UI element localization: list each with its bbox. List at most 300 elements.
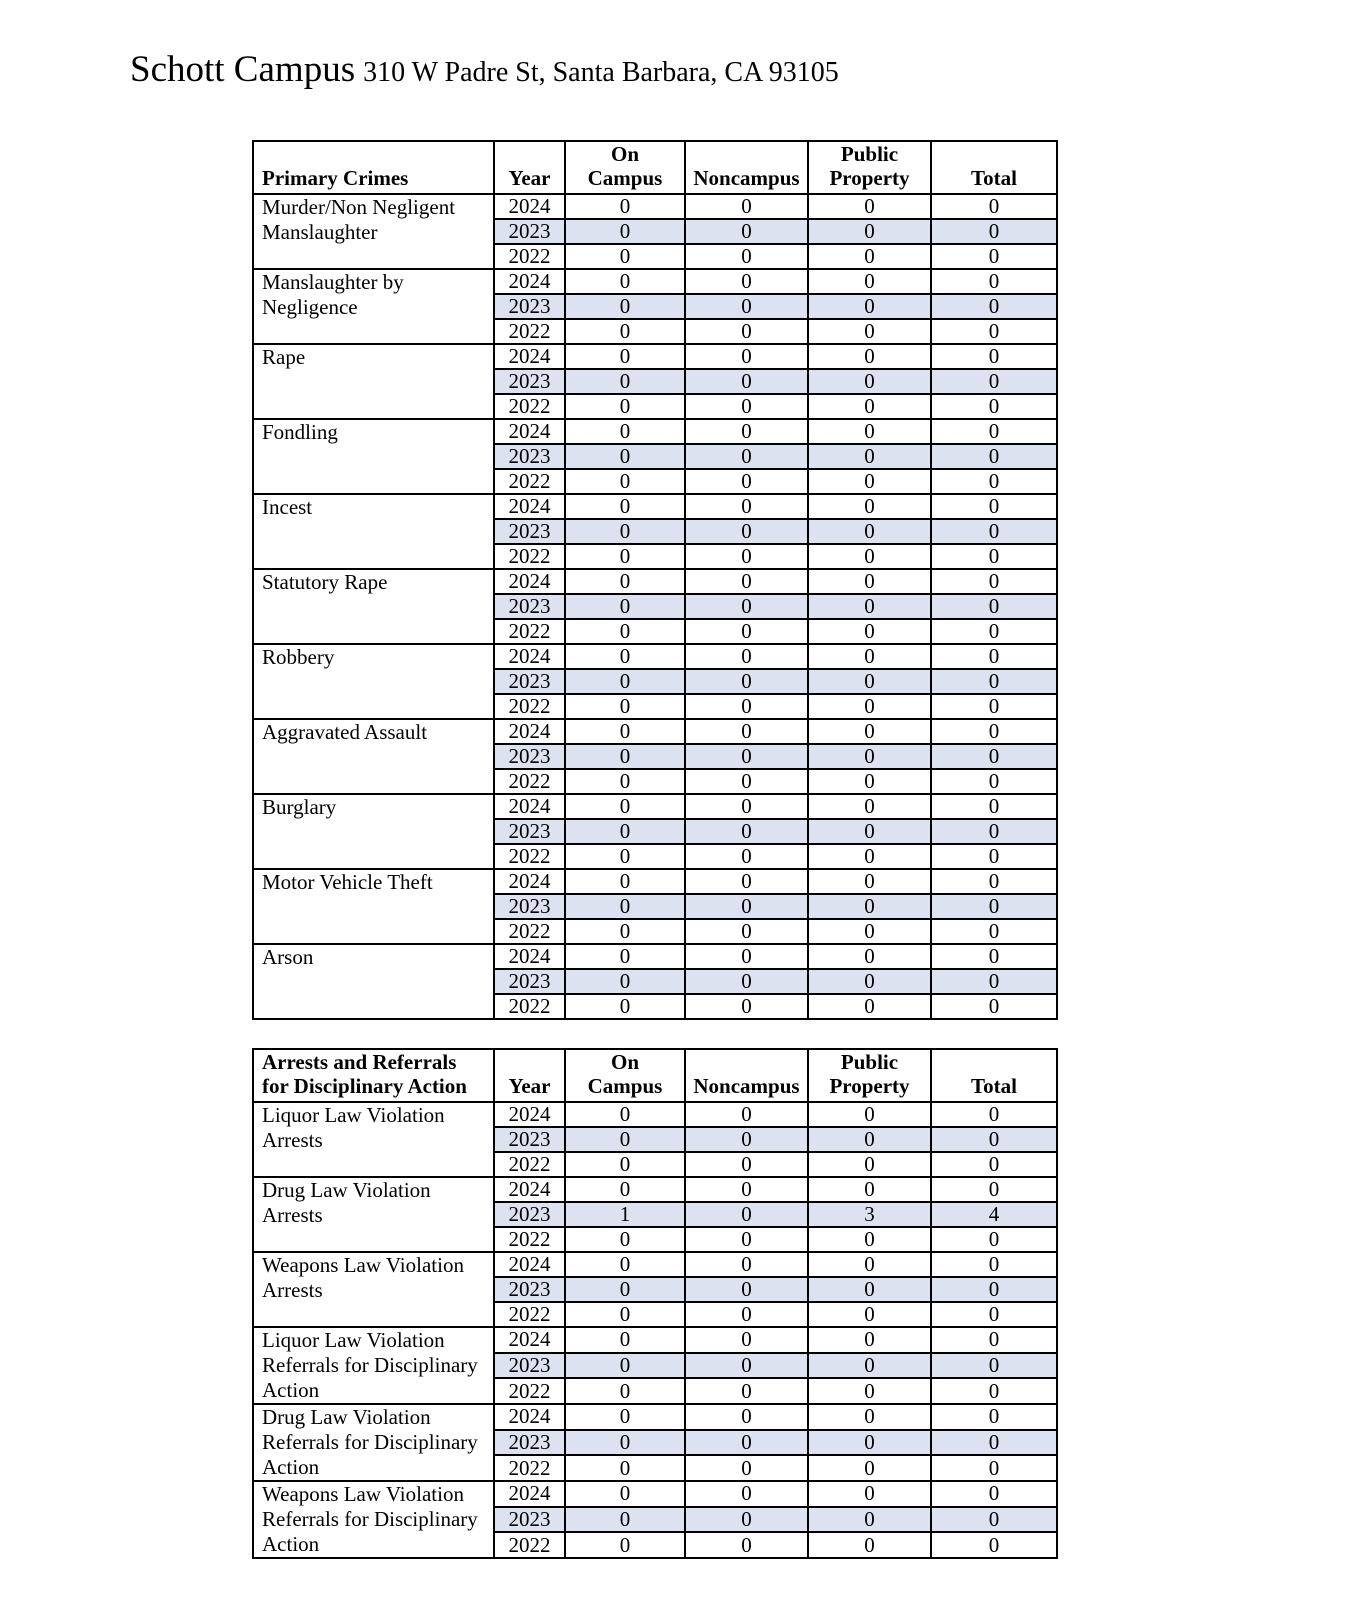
value-cell: 0	[565, 294, 685, 319]
year-cell: 2022	[494, 1227, 565, 1252]
value-cell: 0	[685, 1227, 808, 1252]
column-header-noncampus: Noncampus	[685, 1049, 808, 1102]
value-cell: 0	[931, 319, 1057, 344]
value-cell: 0	[931, 1404, 1057, 1430]
value-cell: 0	[931, 1227, 1057, 1252]
value-cell: 0	[685, 1302, 808, 1327]
value-cell: 0	[565, 644, 685, 669]
value-cell: 0	[808, 569, 931, 594]
value-cell: 0	[931, 1353, 1057, 1379]
year-cell: 2022	[494, 1152, 565, 1177]
value-cell: 0	[565, 319, 685, 344]
value-cell: 0	[931, 1152, 1057, 1177]
year-cell: 2022	[494, 1455, 565, 1481]
year-cell: 2022	[494, 694, 565, 719]
data-row	[253, 1102, 1057, 1127]
year-cell: 2022	[494, 469, 565, 494]
column-header-on-campus: On Campus	[565, 141, 685, 194]
value-cell: 0	[808, 694, 931, 719]
value-cell: 0	[685, 544, 808, 569]
value-cell: 0	[565, 1252, 685, 1277]
value-cell: 0	[808, 1353, 931, 1379]
value-cell: 0	[565, 1227, 685, 1252]
value-cell: 0	[565, 394, 685, 419]
value-cell: 0	[565, 269, 685, 294]
value-cell: 0	[565, 994, 685, 1019]
year-cell: 2024	[494, 1481, 565, 1507]
year-cell: 2022	[494, 919, 565, 944]
value-cell: 0	[685, 619, 808, 644]
value-cell: 0	[931, 869, 1057, 894]
value-cell: 0	[685, 1277, 808, 1302]
value-cell: 0	[565, 819, 685, 844]
value-cell: 0	[808, 344, 931, 369]
value-cell: 0	[931, 744, 1057, 769]
value-cell: 0	[808, 844, 931, 869]
value-cell: 0	[565, 1327, 685, 1353]
value-cell: 0	[931, 1481, 1057, 1507]
data-row	[253, 794, 1057, 819]
year-cell: 2022	[494, 544, 565, 569]
value-cell: 0	[565, 494, 685, 519]
data-row	[253, 869, 1057, 894]
value-cell: 0	[808, 1302, 931, 1327]
value-cell: 0	[808, 1177, 931, 1202]
year-cell: 2023	[494, 1353, 565, 1379]
value-cell: 0	[931, 1102, 1057, 1127]
year-cell: 2022	[494, 1378, 565, 1404]
value-cell: 0	[565, 444, 685, 469]
value-cell: 0	[931, 369, 1057, 394]
value-cell: 0	[685, 494, 808, 519]
value-cell: 0	[685, 994, 808, 1019]
value-cell: 0	[685, 344, 808, 369]
value-cell: 0	[931, 219, 1057, 244]
value-cell: 0	[808, 544, 931, 569]
year-cell: 2023	[494, 1507, 565, 1533]
value-cell: 0	[931, 1455, 1057, 1481]
value-cell: 0	[565, 1302, 685, 1327]
value-cell: 0	[808, 319, 931, 344]
value-cell: 0	[565, 569, 685, 594]
value-cell: 0	[685, 1252, 808, 1277]
campus-address: 310 W Padre St, Santa Barbara, CA 93105	[363, 57, 839, 88]
value-cell: 0	[808, 944, 931, 969]
value-cell: 0	[931, 944, 1057, 969]
arrests-referrals-header	[253, 1049, 1057, 1102]
year-cell: 2022	[494, 769, 565, 794]
value-cell: 0	[685, 669, 808, 694]
value-cell: 0	[685, 219, 808, 244]
value-cell: 0	[931, 394, 1057, 419]
column-header-total: Total	[931, 1049, 1057, 1102]
value-cell: 0	[685, 194, 808, 219]
data-row	[253, 494, 1057, 519]
value-cell: 0	[685, 1481, 808, 1507]
header-row	[253, 1049, 1057, 1102]
value-cell: 0	[931, 1378, 1057, 1404]
value-cell: 0	[685, 1177, 808, 1202]
category-label-cell: Arson	[253, 944, 494, 1019]
value-cell: 0	[808, 1152, 931, 1177]
arrests-referrals-table	[252, 1048, 1058, 1559]
value-cell: 0	[685, 244, 808, 269]
year-cell: 2023	[494, 1430, 565, 1456]
value-cell: 0	[565, 1353, 685, 1379]
value-cell: 0	[685, 394, 808, 419]
value-cell: 0	[808, 969, 931, 994]
value-cell: 0	[808, 269, 931, 294]
value-cell: 0	[931, 594, 1057, 619]
value-cell: 0	[808, 794, 931, 819]
value-cell: 0	[685, 1152, 808, 1177]
value-cell: 0	[565, 519, 685, 544]
value-cell: 0	[565, 544, 685, 569]
value-cell: 0	[685, 444, 808, 469]
value-cell: 0	[565, 719, 685, 744]
value-cell: 0	[685, 294, 808, 319]
value-cell: 0	[565, 1277, 685, 1302]
year-cell: 2023	[494, 744, 565, 769]
value-cell: 0	[931, 769, 1057, 794]
data-row	[253, 944, 1057, 969]
data-row	[253, 719, 1057, 744]
value-cell: 0	[808, 894, 931, 919]
value-cell: 0	[808, 744, 931, 769]
year-cell: 2022	[494, 619, 565, 644]
value-cell: 0	[565, 944, 685, 969]
value-cell: 0	[808, 644, 931, 669]
value-cell: 0	[808, 1227, 931, 1252]
value-cell: 0	[565, 869, 685, 894]
value-cell: 0	[931, 1507, 1057, 1533]
year-cell: 2024	[494, 1102, 565, 1127]
value-cell: 0	[685, 969, 808, 994]
category-label-cell: Drug Law Violation Arrests	[253, 1177, 494, 1252]
value-cell: 0	[808, 219, 931, 244]
value-cell: 0	[808, 1102, 931, 1127]
value-cell: 0	[931, 1532, 1057, 1558]
value-cell: 0	[808, 1252, 931, 1277]
column-header-year: Year	[494, 141, 565, 194]
value-cell: 0	[931, 294, 1057, 319]
year-cell: 2024	[494, 644, 565, 669]
value-cell: 0	[808, 1455, 931, 1481]
value-cell: 0	[685, 944, 808, 969]
value-cell: 0	[685, 1404, 808, 1430]
value-cell: 0	[808, 1378, 931, 1404]
value-cell: 0	[808, 1532, 931, 1558]
value-cell: 0	[685, 419, 808, 444]
value-cell: 0	[931, 419, 1057, 444]
year-cell: 2022	[494, 844, 565, 869]
data-row	[253, 644, 1057, 669]
value-cell: 0	[565, 694, 685, 719]
value-cell: 0	[565, 1127, 685, 1152]
year-cell: 2024	[494, 1252, 565, 1277]
value-cell: 0	[808, 919, 931, 944]
value-cell: 0	[565, 244, 685, 269]
value-cell: 0	[685, 1532, 808, 1558]
value-cell: 0	[685, 1378, 808, 1404]
column-header-on-campus: On Campus	[565, 1049, 685, 1102]
value-cell: 0	[685, 369, 808, 394]
value-cell: 0	[685, 1102, 808, 1127]
value-cell: 0	[565, 1102, 685, 1127]
value-cell: 0	[685, 319, 808, 344]
year-cell: 2024	[494, 344, 565, 369]
year-cell: 2023	[494, 1202, 565, 1227]
value-cell: 0	[685, 869, 808, 894]
value-cell: 0	[931, 544, 1057, 569]
value-cell: 0	[565, 1455, 685, 1481]
value-cell: 0	[808, 1507, 931, 1533]
column-header-public-property: Public Property	[808, 141, 931, 194]
value-cell: 0	[565, 794, 685, 819]
category-label-cell: Drug Law Violation Referrals for Disciplinary Action	[253, 1404, 494, 1481]
year-cell: 2023	[494, 219, 565, 244]
year-cell: 2023	[494, 819, 565, 844]
year-cell: 2024	[494, 1327, 565, 1353]
value-cell: 0	[565, 669, 685, 694]
year-cell: 2024	[494, 719, 565, 744]
value-cell: 0	[685, 794, 808, 819]
value-cell: 0	[931, 494, 1057, 519]
data-row	[253, 194, 1057, 219]
value-cell: 0	[931, 619, 1057, 644]
year-cell: 2022	[494, 394, 565, 419]
year-cell: 2023	[494, 669, 565, 694]
year-cell: 2024	[494, 569, 565, 594]
value-cell: 0	[565, 844, 685, 869]
value-cell: 0	[808, 594, 931, 619]
year-cell: 2022	[494, 319, 565, 344]
value-cell: 4	[931, 1202, 1057, 1227]
year-cell: 2022	[494, 994, 565, 1019]
value-cell: 0	[931, 719, 1057, 744]
value-cell: 0	[685, 719, 808, 744]
value-cell: 0	[931, 919, 1057, 944]
data-row	[253, 1481, 1057, 1507]
value-cell: 0	[685, 1202, 808, 1227]
value-cell: 0	[931, 344, 1057, 369]
value-cell: 0	[808, 1404, 931, 1430]
value-cell: 0	[565, 894, 685, 919]
category-label-cell: Incest	[253, 494, 494, 569]
value-cell: 0	[565, 1177, 685, 1202]
value-cell: 0	[808, 669, 931, 694]
value-cell: 0	[565, 469, 685, 494]
value-cell: 0	[685, 1127, 808, 1152]
year-cell: 2023	[494, 594, 565, 619]
value-cell: 0	[808, 1277, 931, 1302]
value-cell: 0	[808, 769, 931, 794]
arrests-referrals-category-header: Arrests and Referrals for Disciplinary Action	[253, 1049, 494, 1102]
value-cell: 1	[565, 1202, 685, 1227]
column-header-public-property: Public Property	[808, 1049, 931, 1102]
value-cell: 0	[685, 1455, 808, 1481]
value-cell: 0	[808, 1481, 931, 1507]
value-cell: 0	[931, 1177, 1057, 1202]
category-label-cell: Rape	[253, 344, 494, 419]
value-cell: 0	[808, 469, 931, 494]
year-cell: 2023	[494, 969, 565, 994]
value-cell: 0	[685, 1430, 808, 1456]
value-cell: 0	[565, 1404, 685, 1430]
value-cell: 0	[685, 769, 808, 794]
value-cell: 0	[685, 894, 808, 919]
year-cell: 2024	[494, 869, 565, 894]
data-row	[253, 569, 1057, 594]
year-cell: 2022	[494, 1532, 565, 1558]
year-cell: 2022	[494, 244, 565, 269]
data-row	[253, 1252, 1057, 1277]
value-cell: 0	[808, 1430, 931, 1456]
value-cell: 0	[808, 294, 931, 319]
value-cell: 0	[565, 919, 685, 944]
page-title	[130, 48, 839, 91]
year-cell: 2023	[494, 894, 565, 919]
data-row	[253, 344, 1057, 369]
data-row	[253, 269, 1057, 294]
primary-crimes-header	[253, 141, 1057, 194]
value-cell: 0	[808, 1327, 931, 1353]
value-cell: 0	[685, 844, 808, 869]
value-cell: 0	[565, 1507, 685, 1533]
value-cell: 0	[808, 869, 931, 894]
value-cell: 0	[808, 194, 931, 219]
value-cell: 0	[565, 769, 685, 794]
year-cell: 2024	[494, 494, 565, 519]
value-cell: 0	[931, 969, 1057, 994]
value-cell: 0	[808, 994, 931, 1019]
value-cell: 0	[685, 744, 808, 769]
category-label-cell: Murder/Non Negligent Manslaughter	[253, 194, 494, 269]
header-row	[253, 141, 1057, 194]
value-cell: 0	[685, 469, 808, 494]
value-cell: 0	[565, 419, 685, 444]
year-cell: 2024	[494, 194, 565, 219]
value-cell: 0	[808, 819, 931, 844]
column-header-noncampus: Noncampus	[685, 141, 808, 194]
value-cell: 0	[808, 494, 931, 519]
value-cell: 0	[565, 619, 685, 644]
category-label-cell: Fondling	[253, 419, 494, 494]
category-label-cell: Burglary	[253, 794, 494, 869]
value-cell: 0	[685, 694, 808, 719]
data-row	[253, 419, 1057, 444]
category-label-cell: Motor Vehicle Theft	[253, 869, 494, 944]
data-row	[253, 1327, 1057, 1353]
value-cell: 0	[565, 219, 685, 244]
value-cell: 0	[931, 1277, 1057, 1302]
value-cell: 0	[931, 1302, 1057, 1327]
value-cell: 0	[685, 569, 808, 594]
year-cell: 2023	[494, 444, 565, 469]
value-cell: 0	[931, 469, 1057, 494]
value-cell: 0	[685, 644, 808, 669]
value-cell: 0	[931, 669, 1057, 694]
year-cell: 2024	[494, 269, 565, 294]
value-cell: 0	[931, 194, 1057, 219]
category-label-cell: Weapons Law Violation Arrests	[253, 1252, 494, 1327]
year-cell: 2023	[494, 1277, 565, 1302]
value-cell: 0	[931, 444, 1057, 469]
value-cell: 0	[685, 519, 808, 544]
value-cell: 0	[685, 919, 808, 944]
value-cell: 0	[931, 569, 1057, 594]
value-cell: 0	[565, 194, 685, 219]
value-cell: 0	[931, 994, 1057, 1019]
value-cell: 0	[931, 1327, 1057, 1353]
campus-name: Schott Campus	[130, 49, 356, 90]
value-cell: 0	[931, 269, 1057, 294]
year-cell: 2024	[494, 419, 565, 444]
value-cell: 0	[931, 694, 1057, 719]
category-label-cell: Aggravated Assault	[253, 719, 494, 794]
primary-crimes-body	[253, 194, 1057, 1019]
value-cell: 0	[931, 894, 1057, 919]
year-cell: 2022	[494, 1302, 565, 1327]
category-label-cell: Weapons Law Violation Referrals for Disciplinary Action	[253, 1481, 494, 1558]
value-cell: 0	[565, 1532, 685, 1558]
year-cell: 2023	[494, 369, 565, 394]
value-cell: 0	[931, 644, 1057, 669]
year-cell: 2024	[494, 794, 565, 819]
value-cell: 0	[808, 619, 931, 644]
year-cell: 2023	[494, 1127, 565, 1152]
value-cell: 0	[931, 794, 1057, 819]
column-header-total: Total	[931, 141, 1057, 194]
category-label-cell: Manslaughter by Negligence	[253, 269, 494, 344]
value-cell: 0	[931, 519, 1057, 544]
value-cell: 3	[808, 1202, 931, 1227]
primary-crimes-category-header: Primary Crimes	[253, 141, 494, 194]
value-cell: 0	[565, 969, 685, 994]
value-cell: 0	[931, 1430, 1057, 1456]
value-cell: 0	[808, 369, 931, 394]
column-header-year: Year	[494, 1049, 565, 1102]
value-cell: 0	[565, 1152, 685, 1177]
value-cell: 0	[685, 594, 808, 619]
title-spacer	[355, 52, 363, 88]
value-cell: 0	[685, 1507, 808, 1533]
year-cell: 2024	[494, 1177, 565, 1202]
category-label-cell: Liquor Law Violation Referrals for Disciplinary Action	[253, 1327, 494, 1404]
value-cell: 0	[685, 1327, 808, 1353]
value-cell: 0	[808, 394, 931, 419]
category-label-cell: Liquor Law Violation Arrests	[253, 1102, 494, 1177]
value-cell: 0	[565, 1378, 685, 1404]
value-cell: 0	[931, 244, 1057, 269]
value-cell: 0	[931, 1127, 1057, 1152]
value-cell: 0	[565, 344, 685, 369]
value-cell: 0	[565, 594, 685, 619]
value-cell: 0	[931, 1252, 1057, 1277]
value-cell: 0	[565, 369, 685, 394]
primary-crimes-table	[252, 140, 1058, 1020]
value-cell: 0	[685, 269, 808, 294]
value-cell: 0	[808, 719, 931, 744]
value-cell: 0	[808, 419, 931, 444]
value-cell: 0	[565, 1481, 685, 1507]
value-cell: 0	[931, 844, 1057, 869]
value-cell: 0	[808, 519, 931, 544]
data-row	[253, 1177, 1057, 1202]
value-cell: 0	[685, 1353, 808, 1379]
value-cell: 0	[931, 819, 1057, 844]
value-cell: 0	[565, 1430, 685, 1456]
